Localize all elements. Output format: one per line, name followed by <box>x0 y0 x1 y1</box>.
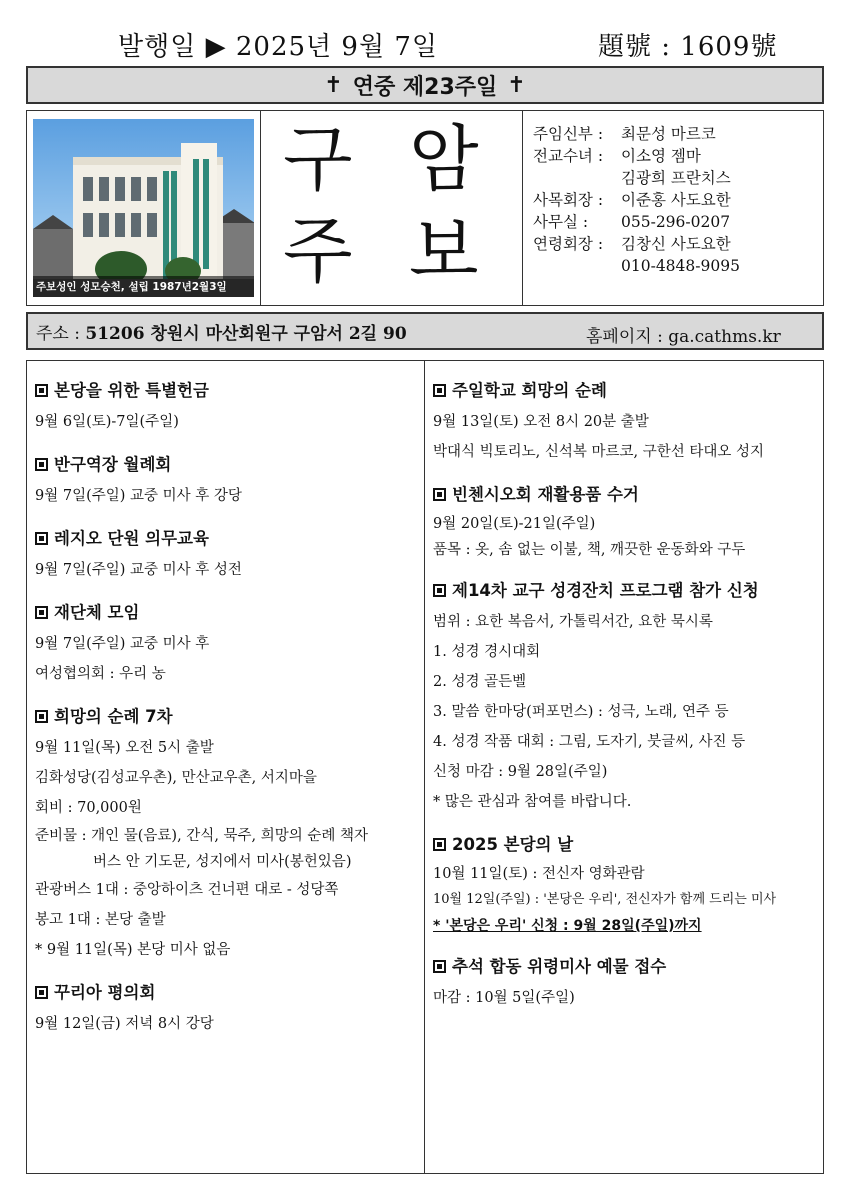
notice-section <box>35 525 416 585</box>
square-bullet-icon <box>35 606 48 619</box>
title-char: 주 <box>283 209 353 293</box>
staff-row <box>533 255 823 277</box>
sunday-title-bar <box>26 66 824 104</box>
section-title: 추석 합동 위령미사 예물 접수 <box>433 953 815 977</box>
notice-section <box>35 451 416 511</box>
address-label: 주소 : <box>36 323 80 344</box>
masthead <box>26 110 824 306</box>
notice-line: * 많은 관심과 참여를 바랍니다. <box>433 794 632 810</box>
notice-line: 봉고 1대 : 본당 출발 <box>35 912 166 928</box>
photo-caption: 주보성인 성모승천, 설립 1987년2월3일 <box>33 276 254 297</box>
notice-line: 9월 7일(주일) 교중 미사 후 강당 <box>35 488 242 504</box>
notice-section <box>35 979 416 1039</box>
square-bullet-icon <box>433 838 446 851</box>
title-char: 구 <box>283 117 353 201</box>
section-title: 희망의 순례 7차 <box>35 703 416 727</box>
staff-row <box>533 189 823 211</box>
cross-icon: ✝ <box>507 72 526 98</box>
notice-line: 9월 7일(주일) 교중 미사 후 <box>35 636 210 652</box>
staff-row <box>533 211 823 233</box>
square-bullet-icon <box>35 710 48 723</box>
cross-icon: ✝ <box>324 72 343 98</box>
notice-line: 회비 : 70,000원 <box>35 800 142 816</box>
notice-line: 9월 6일(토)-7일(주일) <box>35 414 179 430</box>
square-bullet-icon <box>433 384 446 397</box>
address-bar <box>26 312 824 350</box>
staff-list <box>533 123 823 277</box>
issue-number: 題號 : 1609號 <box>598 32 778 62</box>
square-bullet-icon <box>433 960 446 973</box>
staff-value: 055-296-0207 <box>621 213 731 231</box>
left-column <box>27 361 425 1173</box>
section-title: 본당을 위한 특별헌금 <box>35 377 416 401</box>
notice-section <box>433 953 815 1013</box>
homepage-link[interactable]: 홈페이지 : ga.cathms.kr <box>586 327 781 347</box>
staff-label: 사목회장 : <box>533 191 604 209</box>
staff-value: 이준홍 사도요한 <box>621 191 731 209</box>
section-title: 2025 본당의 날 <box>433 831 815 855</box>
notice-line: 9월 20일(토)-21일(주일) <box>433 516 596 532</box>
notice-section <box>35 599 416 689</box>
notice-section <box>433 481 815 563</box>
notice-line: 범위 : 요한 복음서, 가톨릭서간, 요한 묵시록 <box>433 614 713 630</box>
section-title: 주일학교 희망의 순례 <box>433 377 815 401</box>
publication-date: 발행일 ▶ 2025년 9월 7일 <box>118 32 439 62</box>
staff-label: 주임신부 : <box>533 125 604 143</box>
staff-label: 전교수녀 : <box>533 147 604 165</box>
staff-row <box>533 145 823 167</box>
notice-line: 관광버스 1대 : 중앙하이츠 건너편 대로 - 성당쪽 <box>35 882 339 898</box>
bulletin-title <box>261 111 523 305</box>
notice-line: 9월 13일(토) 오전 8시 20분 출발 <box>433 414 649 430</box>
church-photo-cell <box>27 111 261 305</box>
notice-line: * 9월 11일(목) 본당 미사 없음 <box>35 942 231 958</box>
staff-value: 010-4848-9095 <box>621 257 740 275</box>
address-value: 51206 창원시 마산회원구 구암서 2길 90 <box>85 323 407 344</box>
notice-section <box>35 703 416 965</box>
square-bullet-icon <box>35 458 48 471</box>
square-bullet-icon <box>35 532 48 545</box>
square-bullet-icon <box>433 584 446 597</box>
notice-section <box>433 577 815 817</box>
section-title: 꾸리아 평의회 <box>35 979 416 1003</box>
title-char: 보 <box>409 209 479 293</box>
notice-line: 9월 7일(주일) 교중 미사 후 성전 <box>35 562 242 578</box>
section-title: 빈첸시오회 재활용품 수거 <box>433 481 815 505</box>
notice-line: 준비물 : 개인 물(음료), 간식, 묵주, 희망의 순례 책자 <box>35 828 369 844</box>
notice-line: 박대식 빅토리노, 신석복 마르코, 구한선 타대오 성지 <box>433 444 765 460</box>
address <box>36 319 407 344</box>
square-bullet-icon <box>433 488 446 501</box>
staff-label: 사무실 : <box>533 213 589 231</box>
staff-value: 김광희 프란치스 <box>621 169 731 187</box>
notice-line: 마감 : 10월 5일(주일) <box>433 990 575 1006</box>
staff-value: 최문성 마르코 <box>621 125 716 143</box>
section-title: 재단체 모임 <box>35 599 416 623</box>
notice-line: 여성협의회 : 우리 농 <box>35 666 166 682</box>
notice-line: 버스 안 기도문, 성지에서 미사(봉헌있음) <box>93 854 352 870</box>
staff-row <box>533 167 823 189</box>
title-char: 암 <box>409 117 479 201</box>
notice-line: 10월 12일(주일) : '본당은 우리', 전신자가 함께 드리는 미사 <box>433 892 777 907</box>
notice-line: 김화성당(김성교우촌), 만산교우촌, 서지마을 <box>35 770 317 786</box>
notice-line: 3. 말씀 한마당(퍼포먼스) : 성극, 노래, 연주 등 <box>433 704 729 720</box>
staff-label: 연령회장 : <box>533 235 604 253</box>
header-line <box>0 22 848 62</box>
notice-line: 1. 성경 경시대회 <box>433 644 541 660</box>
notice-line: 9월 11일(목) 오전 5시 출발 <box>35 740 214 756</box>
square-bullet-icon <box>35 384 48 397</box>
content-area <box>26 360 824 1174</box>
section-title: 제14차 교구 성경잔치 프로그램 참가 신청 <box>433 577 815 601</box>
section-title: 반구역장 월례회 <box>35 451 416 475</box>
notice-line: 신청 마감 : 9월 28일(주일) <box>433 764 608 780</box>
staff-row <box>533 233 823 255</box>
notice-section <box>433 831 815 939</box>
section-title: 레지오 단원 의무교육 <box>35 525 416 549</box>
staff-value: 김창신 사도요한 <box>621 235 731 253</box>
right-column <box>425 361 823 1173</box>
notice-line: 품목 : 옷, 솜 없는 이불, 책, 깨끗한 운동화와 구두 <box>433 542 746 558</box>
staff-value: 이소영 젬마 <box>621 147 701 165</box>
staff-row <box>533 123 823 145</box>
notice-line: 9월 12일(금) 저녁 8시 강당 <box>35 1016 214 1032</box>
notice-emphasis: * '본당은 우리' 신청 : 9월 28일(주일)까지 <box>433 918 702 934</box>
church-photo <box>33 119 254 297</box>
notice-line: 4. 성경 작품 대회 : 그림, 도자기, 붓글씨, 사진 등 <box>433 734 746 750</box>
square-bullet-icon <box>35 986 48 999</box>
sunday-title: 연중 제23주일 <box>352 74 498 100</box>
notice-line: 10월 11일(토) : 전신자 영화관람 <box>433 866 645 882</box>
notice-section <box>35 377 416 437</box>
notice-section <box>433 377 815 467</box>
notice-line: 2. 성경 골든벨 <box>433 674 527 690</box>
